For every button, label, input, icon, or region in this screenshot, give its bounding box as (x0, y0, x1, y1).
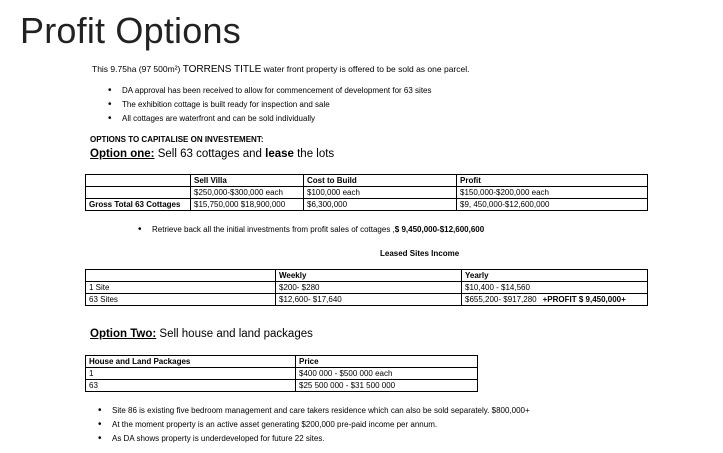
note-item: • As DA shows property is underdeveloped for future 22 sites. (98, 432, 530, 446)
option-one-text-a: Sell 63 cottages and (154, 148, 266, 160)
feature-list (108, 84, 432, 126)
yearly-value: $655,200- $917,280 (465, 295, 537, 304)
table-row (86, 282, 648, 294)
table-cell: $250,000-$300,000 each (191, 187, 304, 199)
option-two-text: Sell house and land packages (156, 328, 313, 340)
table-header-cell: Cost to Build (304, 175, 457, 187)
house-land-table (85, 355, 478, 392)
feature-item: • All cottages are waterfront and can be sold individually (108, 112, 432, 126)
table-cell: $200- $280 (276, 282, 462, 294)
table-row (86, 368, 478, 380)
table-row (86, 294, 648, 306)
intro-post: water front property is offered to be sold as one parcel. (261, 64, 470, 74)
table-cell (462, 294, 648, 306)
table-cell: 63 (86, 380, 296, 392)
leased-heading: Leased Sites Income (380, 249, 460, 258)
table-header-cell: Yearly (462, 270, 648, 282)
option-one-title (90, 148, 334, 160)
profit-tag: +PROFIT $ 9,450,000+ (542, 295, 626, 304)
table-cell: 1 (86, 368, 296, 380)
table-header-cell: House and Land Packages (86, 356, 296, 368)
table-cell: $100,000 each (304, 187, 457, 199)
table-cell: $12,600- $17,640 (276, 294, 462, 306)
leased-income-table (85, 269, 648, 306)
table-cell: $150,000-$200,000 each (457, 187, 648, 199)
table-header-row (86, 175, 648, 187)
retrieve-value: $ 9,450,000-$12,600,600 (394, 225, 485, 234)
table-header-cell: Profit (457, 175, 648, 187)
table-cell: Gross Total 63 Cottages (86, 199, 191, 211)
notes-list (98, 404, 530, 446)
table-row (86, 187, 648, 199)
table-header-cell: Price (296, 356, 478, 368)
option-two-label: Option Two: (90, 328, 157, 340)
feature-item: • The exhibition cottage is built ready for inspection and sale (108, 98, 432, 112)
table-cell: 63 Sites (86, 294, 276, 306)
options-heading: OPTIONS TO CAPITALISE ON INVESTEMENT: (90, 135, 264, 144)
table-cell: 1 Site (86, 282, 276, 294)
table-header-cell (86, 175, 191, 187)
table-cell: $9, 450,000-$12,600,000 (457, 199, 648, 211)
table-cell: $15,750,000 $18,900,000 (191, 199, 304, 211)
table-cell: $10,400 - $14,560 (462, 282, 648, 294)
intro-paragraph (92, 64, 469, 75)
table-row (86, 380, 478, 392)
intro-emph: TORRENS TITLE (182, 64, 262, 75)
table-cell (86, 187, 191, 199)
table-header-row (86, 356, 478, 368)
table-header-row (86, 270, 648, 282)
table-header-cell: Weekly (276, 270, 462, 282)
retrieve-text: Retrieve back all the initial investments from profit sales of cottages , (152, 225, 395, 234)
note-item: • At the moment property is an active asset generating $200,000 pre-paid income per annum. (98, 418, 530, 432)
table-header-cell (86, 270, 276, 282)
option-one-text-c: the lots (293, 148, 335, 160)
option-one-text-b: lease (265, 148, 294, 160)
intro-pre: This 9.75ha (97 500m²) (92, 64, 183, 74)
retrieve-item (138, 223, 484, 237)
retrieve-list (138, 223, 484, 237)
note-item: • Site 86 is existing five bedroom management and care takers residence which can also be sold separately. $800,000+ (98, 404, 530, 418)
option-two-title (90, 328, 313, 340)
table-cell: $25 500 000 - $31 500 000 (296, 380, 478, 392)
option-one-label: Option one: (90, 148, 155, 160)
table-header-cell: Sell Villa (191, 175, 304, 187)
table-cell: $6,300,000 (304, 199, 457, 211)
table-row (86, 199, 648, 211)
cottage-sales-table (85, 174, 648, 211)
slide-title: Profit Options (20, 10, 241, 51)
table-cell: $400 000 - $500 000 each (296, 368, 478, 380)
feature-item: • DA approval has been received to allow for commencement of development for 63 sites (108, 84, 432, 98)
